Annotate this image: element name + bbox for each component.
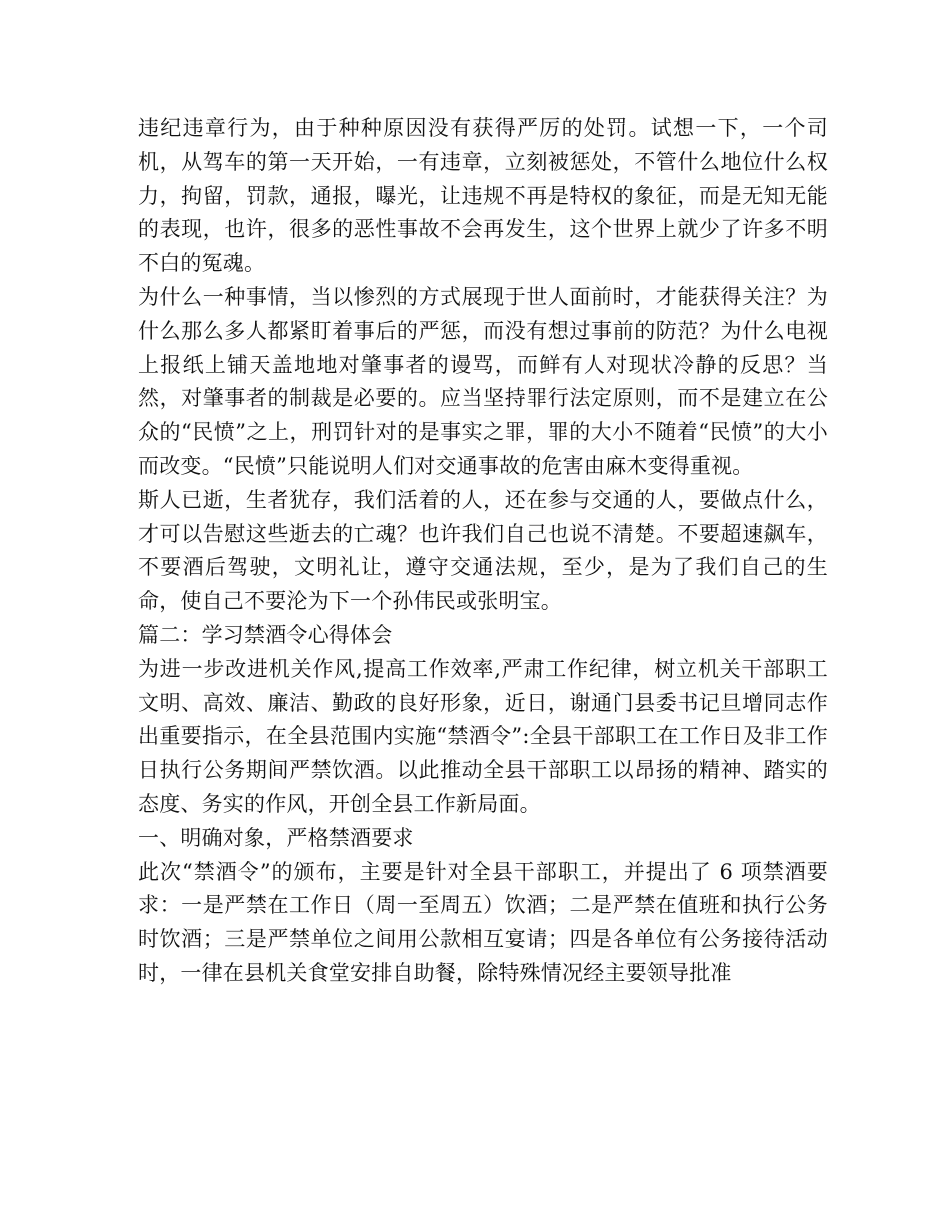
- paragraph-alcohol-ban-intro: 为进一步改进机关作风,提高工作效率,严肃工作纪律，树立机关干部职工文明、高效、廉洁、勤政的良好形象，近日，谢通门县委书记旦增同志作出重要指示，在全县范围内实施“禁酒令”:全县干部职工在工作日及非工作日执行公务期间严禁饮酒。以此推动全县干部职工以昂扬的精神、踏实的态度、务实的作风，开创全县工作新局面。: [138, 656, 828, 816]
- paragraph-public-attention: 为什么一种事情，当以惨烈的方式展现于世人面前时，才能获得关注？为什么那么多人都紧盯着事后的严惩，而没有想过事前的防范？为什么电视上报纸上铺天盖地地对肇事者的谩骂，而鲜有人对现状冷静的反思？当然，对肇事者的制裁是必要的。应当坚持罪行法定原则，而不是建立在公众的“民愤”之上，刑罚针对的是事实之罪，罪的大小不随着“民愤”的大小而改变。“民愤”只能说明人们对交通事故的危害由麻木变得重视。: [138, 284, 828, 478]
- paragraph-traffic-punishment: 违纪违章行为，由于种种原因没有获得严厉的处罚。试想一下，一个司机，从驾车的第一天开始，一有违章，立刻被惩处，不管什么地位什么权力，拘留，罚款，通报，曝光，让违规不再是特权的象征，而是无知无能的表现，也许，很多的恶性事故不会再发生，这个世界上就少了许多不明不白的冤魂。: [138, 116, 828, 276]
- document-body: [138, 112, 828, 991]
- paragraph-the-living: 斯人已逝，生者犹存，我们活着的人，还在参与交通的人，要做点什么，才可以告慰这些逝去的亡魂？也许我们自己也说不清楚。不要超速飙车，不要酒后驾驶，文明礼让，遵守交通法规，至少，是为了我们自己的生命，使自己不要沦为下一个孙伟民或张明宝。: [138, 487, 828, 614]
- section-heading-part-two: 篇二：学习禁酒令心得体会: [138, 622, 393, 647]
- subheading-clear-targets: 一、明确对象，严格禁酒要求: [138, 825, 414, 850]
- paragraph-ban-requirements: 此次“禁酒令”的颁布，主要是针对全县干部职工，并提出了 6 项禁酒要求：一是严禁在工作日（周一至周五）饮酒；二是严禁在值班和执行公务时饮酒；三是严禁单位之间用公款相互宴请；四是各单位有公务接待活动时，一律在县机关食堂安排自助餐，除特殊情况经主要领导批准: [138, 859, 828, 985]
